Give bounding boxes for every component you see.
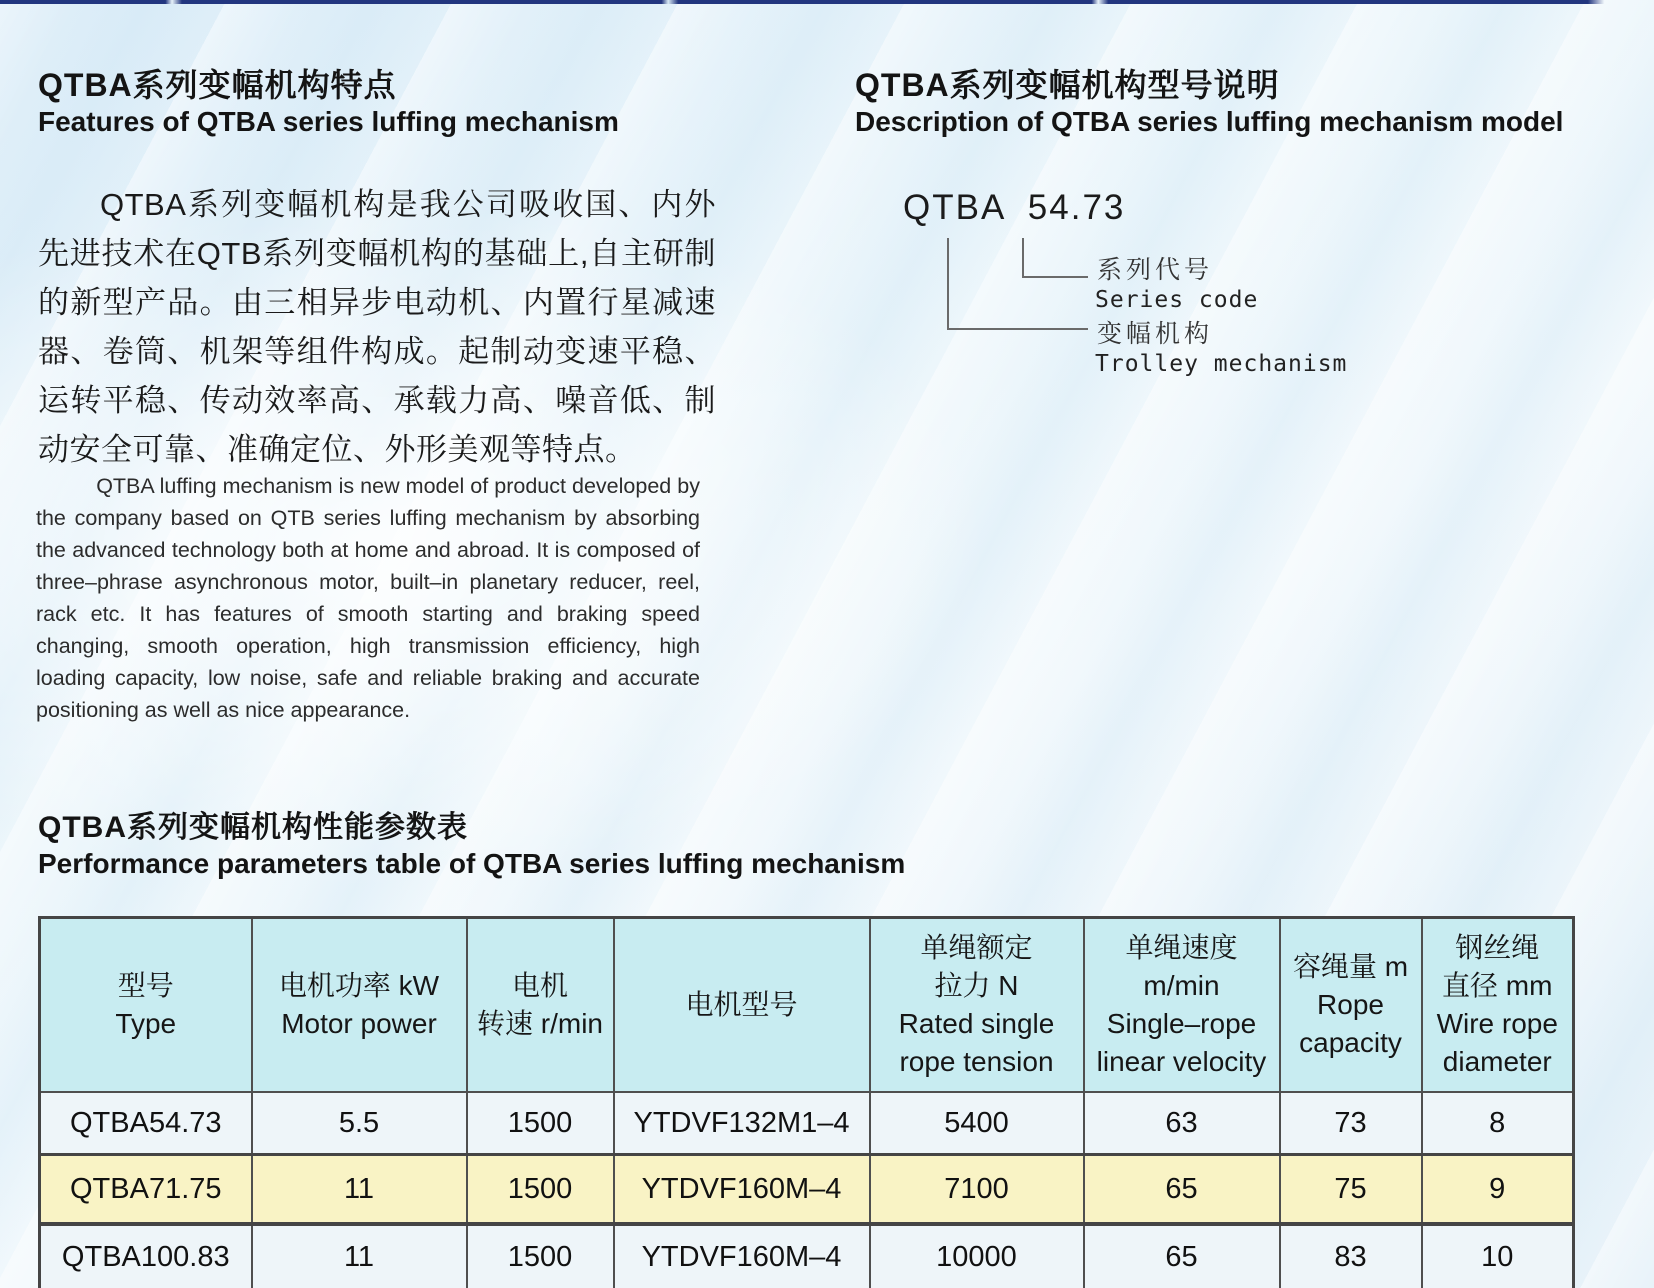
mechanism-callout-hline (947, 328, 1088, 330)
header-line: 钢丝绳 (1455, 932, 1540, 963)
series-code-label-zh: 系列代号 (1097, 255, 1214, 284)
cell-wire-diameter: 8 (1422, 1092, 1574, 1155)
cell-motor-power: 11 (252, 1224, 467, 1288)
features-paragraph-en: QTBA luffing mechanism is new model of product developed by the company based on QTB series luffing mechanism by absorbing the advanced technology both at home and abroad. It is composed of three–phrase asynchronous motor, built–in planetary reducer, reel, rack etc. It has features of smooth starting and braking speed changing, smooth operation, high transmission efficiency, high loading capacity, low noise, safe and reliable braking and accurate positioning as well as nice appearance. (36, 474, 700, 722)
page-top-rule (0, 0, 1654, 4)
cell-wire-diameter: 10 (1422, 1224, 1574, 1288)
cell-rope-capacity: 73 (1280, 1092, 1422, 1155)
cell-motor-model: YTDVF160M–4 (614, 1224, 870, 1288)
features-title-zh: QTBA系列变幅机构特点 (38, 67, 397, 103)
header-line: 容绳量 m (1292, 951, 1409, 982)
table-row (40, 1092, 1574, 1155)
cell-motor-model: YTDVF160M–4 (614, 1155, 870, 1225)
mechanism-label-en: Trolley mechanism (1095, 351, 1348, 377)
header-line: Motor power (281, 1008, 437, 1039)
series-code-callout-hline (1022, 276, 1088, 278)
cell-rope-capacity: 83 (1280, 1224, 1422, 1288)
col-header-motor-model (614, 918, 870, 1093)
header-line: 电机型号 (685, 989, 798, 1020)
performance-title-en: Performance parameters table of QTBA series luffing mechanism (38, 848, 906, 879)
header-line: diameter (1442, 1046, 1552, 1077)
cell-type: QTBA100.83 (40, 1224, 252, 1288)
header-line: Rated single (898, 1008, 1055, 1039)
header-line: linear velocity (1096, 1046, 1267, 1077)
cell-motor-speed: 1500 (467, 1224, 614, 1288)
col-header-type (40, 918, 252, 1093)
header-line: 拉力 N (934, 970, 1019, 1001)
table-row (40, 1155, 1574, 1225)
header-line: 电机 (511, 970, 568, 1001)
header-line: Type (115, 1008, 177, 1039)
performance-table (38, 916, 1575, 1288)
cell-motor-power: 5.5 (252, 1092, 467, 1155)
cell-rated-tension: 10000 (870, 1224, 1084, 1288)
header-line: Wire rope (1436, 1008, 1558, 1039)
header-line: Rope (1317, 989, 1384, 1020)
cell-rope-velocity: 65 (1084, 1224, 1280, 1288)
mechanism-label-zh: 变幅机构 (1097, 319, 1214, 348)
series-code-callout-vline (1022, 238, 1024, 276)
cell-motor-model: YTDVF132M1–4 (614, 1092, 870, 1155)
cell-motor-power: 11 (252, 1155, 467, 1225)
model-title-zh: QTBA系列变幅机构型号说明 (855, 67, 1280, 103)
header-line: rope tension (899, 1046, 1054, 1077)
model-title-en: Description of QTBA series luffing mechanism model (855, 106, 1564, 137)
col-header-wire-diameter (1422, 918, 1574, 1093)
mechanism-callout-vline (947, 238, 949, 328)
col-header-motor-power (252, 918, 467, 1093)
cell-rope-capacity: 75 (1280, 1155, 1422, 1225)
cell-rope-velocity: 65 (1084, 1155, 1280, 1225)
features-title-en: Features of QTBA series luffing mechanism (38, 106, 619, 137)
header-line: 单绳额定 (920, 932, 1033, 963)
series-code-label-en: Series code (1095, 287, 1259, 313)
cell-motor-speed: 1500 (467, 1092, 614, 1155)
col-header-rope-capacity (1280, 918, 1422, 1093)
header-line: 单绳速度 (1125, 932, 1238, 963)
header-line: Single–rope (1106, 1008, 1257, 1039)
header-line: 电机功率 kW (278, 970, 440, 1001)
performance-table-wrapper (38, 916, 1575, 1288)
cell-motor-speed: 1500 (467, 1155, 614, 1225)
model-code: QTBA 54.73 (903, 188, 1126, 227)
col-header-rope-velocity (1084, 918, 1280, 1093)
cell-wire-diameter: 9 (1422, 1155, 1574, 1225)
header-line: capacity (1299, 1027, 1402, 1058)
header-line: 转速 r/min (476, 1008, 603, 1039)
table-header-row (40, 918, 1574, 1093)
cell-rope-velocity: 63 (1084, 1092, 1280, 1155)
performance-title-zh: QTBA系列变幅机构性能参数表 (38, 811, 468, 844)
col-header-rated-tension (870, 918, 1084, 1093)
features-paragraph-zh: QTBA系列变幅机构是我公司吸收国、内外先进技术在QTB系列变幅机构的基础上,自主研制的新型产品。由三相异步电动机、内置行星减速器、卷筒、机架等组件构成。起制动变速平稳、运转平稳、传动效率高、承载力高、噪音低、制动安全可靠、准确定位、外形美观等特点。 (38, 187, 716, 467)
header-line: 直径 mm (1442, 970, 1553, 1001)
cell-type: QTBA71.75 (40, 1155, 252, 1225)
col-header-motor-speed (467, 918, 614, 1093)
header-line: 型号 (117, 970, 174, 1001)
cell-rated-tension: 5400 (870, 1092, 1084, 1155)
cell-rated-tension: 7100 (870, 1155, 1084, 1225)
header-line: m/min (1143, 970, 1220, 1001)
table-row (40, 1224, 1574, 1288)
cell-type: QTBA54.73 (40, 1092, 252, 1155)
